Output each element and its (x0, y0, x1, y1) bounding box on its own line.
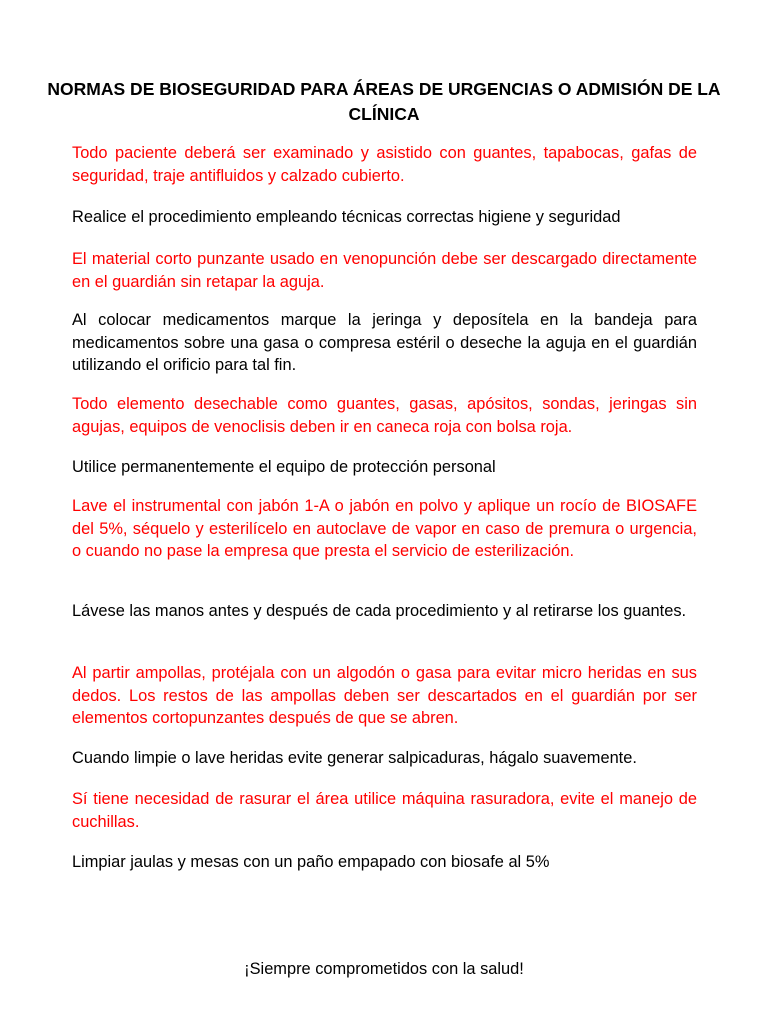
paragraph-exam-protection: Todo paciente deberá ser examinado y asistido con guantes, tapabocas, gafas de seguridad, traje antifluidos y calzado cubierto. (72, 144, 697, 185)
paragraph-procedure-hygiene: Realice el procedimiento empleando técnicas correctas higiene y seguridad (72, 208, 621, 226)
paragraph-medication-syringe: Al colocar medicamentos marque la jeringa y deposítela en la bandeja para medicamentos sobre una gasa o compresa estéril o deseche la aguja en el guardián utilizando el orificio para tal fin. (72, 311, 697, 374)
paragraph-cage-cleaning: Limpiar jaulas y mesas con un paño empapado con biosafe al 5% (72, 853, 550, 871)
paragraph-instrument-cleaning: Lave el instrumental con jabón 1-A o jabón en polvo y aplique un rocío de BIOSAFE del 5%, séquelo y esterilícelo en autoclave de vapor en caso de premura o urgencia, o cuando no pase la empresa que presta el servicio de esterilización. (72, 497, 697, 560)
paragraph-shaving: Sí tiene necesidad de rasurar el área utilice máquina rasuradora, evite el manejo de cuchillas. (72, 790, 697, 831)
paragraph-disposable-waste: Todo elemento desechable como guantes, gasas, apósitos, sondas, jeringas sin agujas, equipos de venoclisis deben ir en caneca roja con bolsa roja. (72, 395, 697, 436)
paragraph-hand-washing: Lávese las manos antes y después de cada procedimiento y al retirarse los guantes. (72, 602, 687, 620)
paragraph-wound-cleaning: Cuando limpie o lave heridas evite generar salpicaduras, hágalo suavemente. (72, 749, 637, 767)
footer-slogan: ¡Siempre comprometidos con la salud! (244, 960, 524, 978)
document-title: NORMAS DE BIOSEGURIDAD PARA ÁREAS DE URGENCIAS O ADMISIÓN DE LA CLÍNICA (47, 79, 721, 124)
paragraph-ampoules: Al partir ampollas, protéjala con un algodón o gasa para evitar micro heridas en sus dedos. Los restos de las ampollas deben ser descartados en el guardián por ser elementos cortopunzantes después de que se abren. (72, 664, 697, 727)
paragraph-sharps-disposal: El material corto punzante usado en venopunción debe ser descargado directamente en el guardián sin retapar la aguja. (72, 250, 697, 291)
paragraph-ppe: Utilice permanentemente el equipo de protección personal (72, 458, 496, 476)
